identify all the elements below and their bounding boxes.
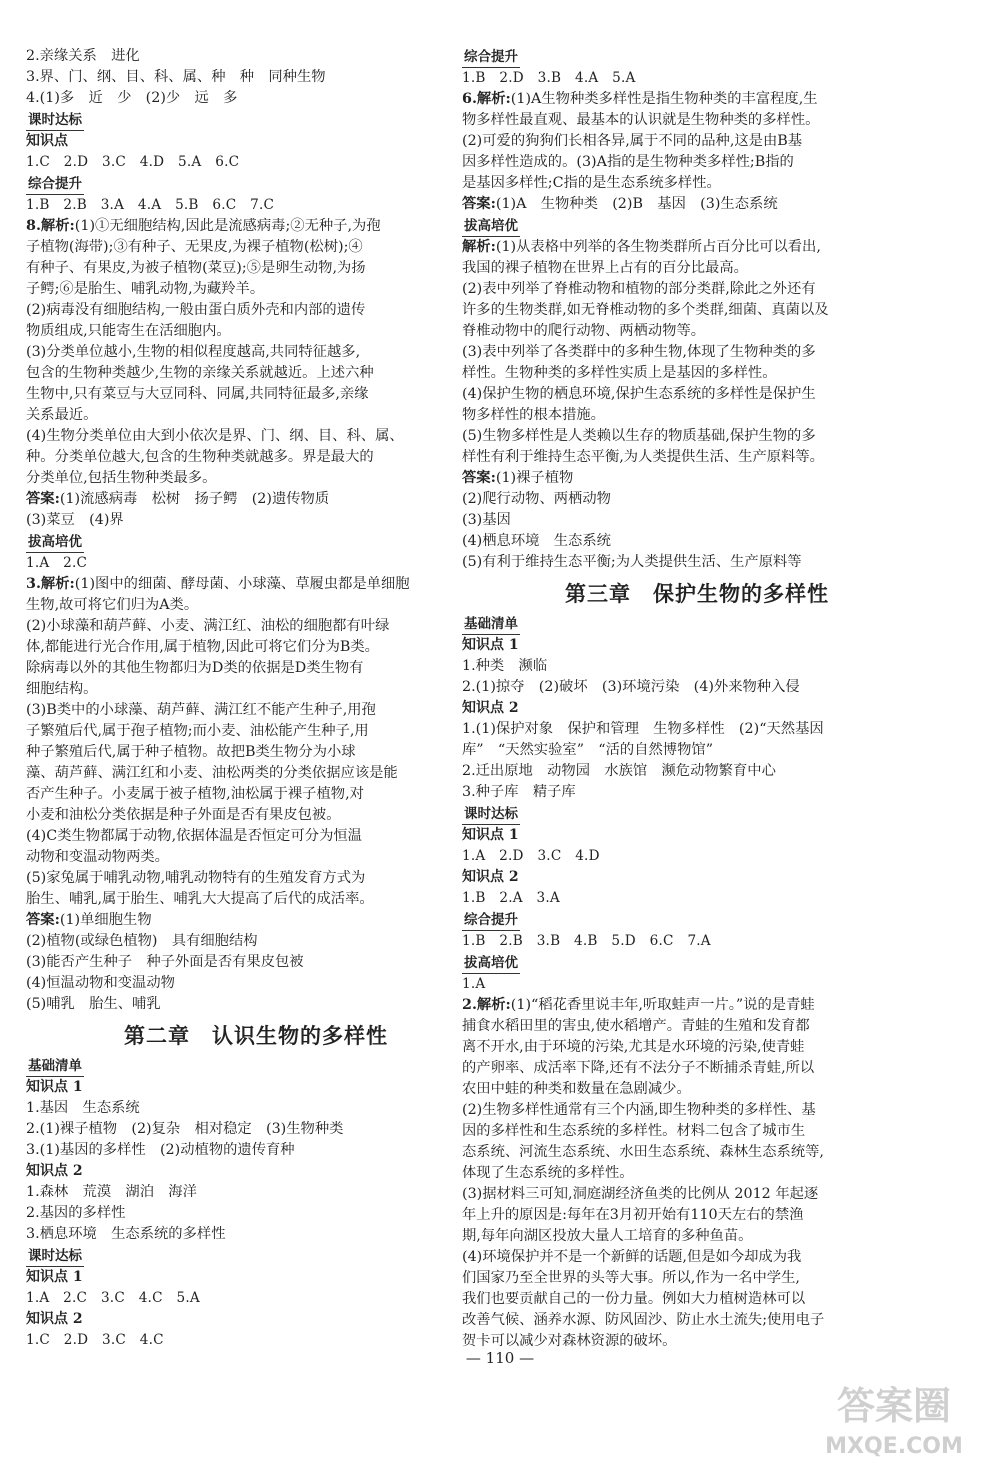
text-line: 3.种子库 精子库 bbox=[462, 784, 576, 800]
text-line: 农田中蛙的种类和数量在急剧减少。 bbox=[462, 1081, 691, 1097]
explanation-text: (1)“稻花香里说丰年,听取蛙声一片。”说的是青蛙 bbox=[510, 997, 815, 1013]
text-line: 否产生种子。小麦属于被子植物,油松属于裸子植物,对 bbox=[26, 786, 364, 802]
text-line: 年上升的原因是:每年在3月初开始有110天左右的禁渔 bbox=[462, 1207, 804, 1223]
text-line: 样性有利于维持生态平衡,为人类提供生活、生产原料等。 bbox=[462, 449, 824, 465]
explanation-line bbox=[462, 194, 932, 215]
text-line: 因的多样性和生态系统的多样性。材料二包含了城市生 bbox=[462, 1123, 806, 1139]
text-line: (5)有利于维持生态平衡;为人类提供生活、生产原料等 bbox=[462, 554, 802, 570]
text-line: (5)家兔属于哺乳动物,哺乳动物特有的生殖发育方式为 bbox=[26, 870, 366, 886]
text-line: 许多的生物类群,如无脊椎动物的多个类群,细菌、真菌以及 bbox=[462, 302, 829, 318]
text-line: (3)表中列举了各类群中的多种生物,体现了生物种类的多 bbox=[462, 344, 816, 360]
text-line: (4)生物分类单位由大到小依次是界、门、纲、目、科、属、 bbox=[26, 428, 404, 444]
text-line: (5)哺乳 胎生、哺乳 bbox=[26, 996, 161, 1012]
text-line: (2)可爱的狗狗们长相各异,属于不同的品种,这是由B基 bbox=[462, 133, 803, 149]
text-line: 有种子、有果皮,为被子植物(菜豆);⑤是卵生动物,为扬 bbox=[26, 260, 366, 276]
section-heading-row bbox=[26, 1245, 486, 1267]
text-line: (3)能否产生种子 种子外面是否有果皮包被 bbox=[26, 954, 304, 970]
text-line: (2)小球藻和葫芦藓、小麦、满江红、油松的细胞都有叶绿 bbox=[26, 618, 390, 634]
text-line: 1.基因 生态系统 bbox=[26, 1100, 140, 1116]
text-line: (2)表中列举了脊椎动物和植物的部分类群,除此之外还有 bbox=[462, 281, 816, 297]
chapter-title: 第二章 认识生物的多样性 bbox=[124, 1023, 388, 1048]
text-line: 种。分类单位越大,包含的生物种类就越多。界是最大的 bbox=[26, 449, 374, 465]
text-line: 动物和变温动物两类。 bbox=[26, 849, 169, 865]
text-line: 包含的生物种类越少,生物的亲缘关系就越近。上述六种 bbox=[26, 365, 374, 381]
right-column bbox=[462, 46, 932, 1352]
answer-key-line: 1.B 2.B 3.A 4.A 5.B 6.C 7.C bbox=[26, 197, 275, 213]
section-heading-row bbox=[462, 46, 932, 68]
text-line: 胎生、哺乳,属于胎生、哺乳大大提高了后代的成活率。 bbox=[26, 891, 374, 907]
text-line: 物多样性的根本措施。 bbox=[462, 407, 605, 423]
explanation-text: (1)流感病毒 松树 扬子鳄 (2)遗传物质 bbox=[59, 491, 330, 507]
section-heading-row bbox=[26, 109, 486, 131]
chapter-title: 第三章 保护生物的多样性 bbox=[565, 581, 829, 606]
explanation-tag: 2.解析: bbox=[462, 997, 511, 1013]
text-line: 种子繁殖后代,属于种子植物。故把B类生物分为小球 bbox=[26, 744, 356, 760]
explanation-line bbox=[462, 995, 932, 1016]
text-line: 2.基因的多样性 bbox=[26, 1205, 126, 1221]
explanation-text: (1)①无细胞结构,因此是流感病毒;②无种子,为孢 bbox=[74, 218, 381, 234]
text-line: 物质组成,只能寄生在活细胞内。 bbox=[26, 323, 231, 339]
text-line: 关系最近。 bbox=[26, 407, 98, 423]
text-line: 3.(1)基因的多样性 (2)动植物的遗传育种 bbox=[26, 1142, 295, 1158]
text-line: 1.森林 荒漠 湖泊 海洋 bbox=[26, 1184, 197, 1200]
section-heading-row bbox=[26, 531, 486, 553]
text-line: (4)环境保护并不是一个新鲜的话题,但是如今却成为我 bbox=[462, 1249, 802, 1265]
section-heading: 课时达标 bbox=[26, 110, 84, 131]
text-line: 2.(1)掠夺 (2)破坏 (3)环境污染 (4)外来物种入侵 bbox=[462, 679, 800, 695]
page-number: — 110 — bbox=[465, 1349, 535, 1367]
text-line: (3)分类单位越小,生物的相似程度越高,共同特征越多, bbox=[26, 344, 361, 360]
explanation-tag: 3.解析: bbox=[26, 576, 75, 592]
text-line: 生物,故可将它们归为A类。 bbox=[26, 597, 199, 613]
explanation-text: (1)从表格中列举的各生物类群所占百分比可以看出, bbox=[495, 239, 821, 255]
answer-key-line: 1.A 2.D 3.C 4.D bbox=[462, 848, 600, 864]
knowledge-point-label: 知识点 1 bbox=[26, 1079, 83, 1095]
text-line: (2)爬行动物、两栖动物 bbox=[462, 491, 611, 507]
explanation-text: (1)单细胞生物 bbox=[59, 912, 152, 928]
text-line: 2.亲缘关系 进化 bbox=[26, 48, 140, 64]
text-line: 分类单位,包括生物种类最多。 bbox=[26, 470, 217, 486]
explanation-line bbox=[26, 574, 486, 595]
text-line: 库” “天然实验室” “活的自然博物馆” bbox=[462, 742, 713, 758]
text-line: 贺卡可以减少对森林资源的破坏。 bbox=[462, 1333, 677, 1349]
section-heading-row bbox=[462, 952, 932, 974]
watermark-title: 答案圈 bbox=[836, 1384, 952, 1428]
text-line: 子植物(海带);③有种子、无果皮,为裸子植物(松树);④ bbox=[26, 239, 363, 255]
text-line: (3)据材料三可知,洞庭湖经济鱼类的比例从 2012 年起逐 bbox=[462, 1186, 819, 1202]
text-line: 的产卵率、成活率下降,还有不法分子不断捕杀青蛙,所以 bbox=[462, 1060, 815, 1076]
section-heading: 课时达标 bbox=[462, 804, 520, 825]
watermark-logo bbox=[802, 1371, 982, 1463]
answer-key-line: 1.B 2.B 3.B 4.B 5.D 6.C 7.A bbox=[462, 933, 711, 949]
text-line: 我国的裸子植物在世界上占有的百分比最高。 bbox=[462, 260, 748, 276]
explanation-line bbox=[462, 237, 932, 258]
explanation-tag: 8.解析: bbox=[26, 218, 75, 234]
knowledge-point-label: 知识点 1 bbox=[462, 827, 519, 843]
knowledge-point-label: 知识点 2 bbox=[26, 1163, 83, 1179]
knowledge-point-label: 知识点 1 bbox=[26, 1269, 83, 1285]
text-line: 样性。生物种类的多样性实质上是基因的多样性。 bbox=[462, 365, 777, 381]
text-line: 3.栖息环境 生态系统的多样性 bbox=[26, 1226, 226, 1242]
text-line: 子繁殖后代,属于孢子植物;而小麦、油松能产生种子,用 bbox=[26, 723, 369, 739]
text-line: 体,都能进行光合作用,属于植物,因此可将它们分为B类。 bbox=[26, 639, 379, 655]
section-heading: 基础清单 bbox=[26, 1056, 84, 1077]
text-line: 们国家乃至全世界的头等大事。所以,作为一名中学生, bbox=[462, 1270, 800, 1286]
explanation-tag: 答案: bbox=[26, 912, 60, 928]
section-heading: 拔高培优 bbox=[26, 532, 84, 553]
text-line: 生物中,只有菜豆与大豆同科、同属,共同特征最多,亲缘 bbox=[26, 386, 369, 402]
text-line: 2.(1)裸子植物 (2)复杂 相对稳定 (3)生物种类 bbox=[26, 1121, 344, 1137]
section-heading-row bbox=[462, 803, 932, 825]
text-line: (2)生物多样性通常有三个内涵,即生物种类的多样性、基 bbox=[462, 1102, 816, 1118]
section-heading: 综合提升 bbox=[26, 174, 84, 195]
explanation-tag: 答案: bbox=[462, 470, 496, 486]
explanation-line bbox=[462, 89, 932, 110]
text-line: 捕食水稻田里的害虫,使水稻增产。青蛙的生殖和发育都 bbox=[462, 1018, 810, 1034]
explanation-tag: 答案: bbox=[462, 196, 496, 212]
section-heading: 拔高培优 bbox=[462, 953, 520, 974]
text-line: 物多样性最直观、最基本的认识就是生物种类的多样性。 bbox=[462, 112, 820, 128]
explanation-tag: 答案: bbox=[26, 491, 60, 507]
knowledge-point-label: 知识点 2 bbox=[462, 700, 519, 716]
text-line: 小麦和油松分类依据是种子外面是否有果皮包被。 bbox=[26, 807, 341, 823]
section-heading: 综合提升 bbox=[462, 47, 520, 68]
section-heading-row bbox=[462, 215, 932, 237]
answer-key-line: 1.A bbox=[462, 976, 486, 992]
text-line: 1.(1)保护对象 保护和管理 生物多样性 (2)“天然基因 bbox=[462, 721, 824, 737]
section-heading-row bbox=[462, 909, 932, 931]
section-heading-row bbox=[26, 173, 486, 195]
text-line: 体现了生态系统的多样性。 bbox=[462, 1165, 634, 1181]
text-line: (3)菜豆 (4)界 bbox=[26, 512, 124, 528]
answer-key-line: 1.A 2.C 3.C 4.C 5.A bbox=[26, 1290, 200, 1306]
text-line: (4)C类生物都属于动物,依据体温是否恒定可分为恒温 bbox=[26, 828, 362, 844]
text-line: 细胞结构。 bbox=[26, 681, 98, 697]
explanation-text: (1)图中的细菌、酵母菌、小球藻、草履虫都是单细胞 bbox=[74, 576, 410, 592]
text-line: (5)生物多样性是人类赖以生存的物质基础,保护生物的多 bbox=[462, 428, 816, 444]
text-line: 因多样性造成的。(3)A指的是生物种类多样性;B指的 bbox=[462, 154, 794, 170]
text-line: (2)病毒没有细胞结构,一般由蛋白质外壳和内部的遗传 bbox=[26, 302, 366, 318]
explanation-line bbox=[26, 489, 486, 510]
text-line: 藻、葫芦藓、满江红和小麦、油松两类的分类依据应该是能 bbox=[26, 765, 398, 781]
text-line: 期,每年向湖区投放大量人工培育的多种鱼苗。 bbox=[462, 1228, 753, 1244]
text-line: 2.迁出原地 动物园 水族馆 濒危动物繁育中心 bbox=[462, 763, 776, 779]
text-line: (4)栖息环境 生态系统 bbox=[462, 533, 611, 549]
text-line: 脊椎动物中的爬行动物、两栖动物等。 bbox=[462, 323, 706, 339]
text-line: 改善气候、涵养水源、防风固沙、防止水土流失;使用电子 bbox=[462, 1312, 825, 1328]
text-line: 我们也要贡献自己的一份力量。例如大力植树造林可以 bbox=[462, 1291, 806, 1307]
answer-key-line: 1.C 2.D 3.C 4.D 5.A 6.C bbox=[26, 154, 240, 170]
text-line: (4)保护生物的栖息环境,保护生态系统的多样性是保护生 bbox=[462, 386, 816, 402]
explanation-line bbox=[462, 468, 932, 489]
text-line: 子鳄;⑥是胎生、哺乳动物,为藏羚羊。 bbox=[26, 281, 265, 297]
text-line: 是基因多样性;C指的是生态系统多样性。 bbox=[462, 175, 721, 191]
text-line: (2)植物(或绿色植物) 具有细胞结构 bbox=[26, 933, 258, 949]
text-line: 离不开水,由于环境的污染,尤其是水环境的污染,使青蛙 bbox=[462, 1039, 805, 1055]
answer-key-line: 1.B 2.A 3.A bbox=[462, 890, 560, 906]
explanation-text: (1)A 生物种类 (2)B 基因 (3)生态系统 bbox=[495, 196, 778, 212]
section-heading: 拔高培优 bbox=[462, 216, 520, 237]
knowledge-point-label: 知识点 1 bbox=[462, 637, 519, 653]
answer-key-line: 1.C 2.D 3.C 4.C bbox=[26, 1332, 164, 1348]
explanation-text: (1)裸子植物 bbox=[495, 470, 574, 486]
watermark-url: MXQE.COM bbox=[825, 1434, 963, 1459]
explanation-tag: 6.解析: bbox=[462, 91, 511, 107]
text-line: (3)B类中的小球藻、葫芦藓、满江红不能产生种子,用孢 bbox=[26, 702, 376, 718]
knowledge-point-label: 知识点 bbox=[26, 133, 68, 149]
section-heading-row bbox=[462, 613, 932, 635]
text-line: 1.种类 濒临 bbox=[462, 658, 548, 674]
left-column bbox=[26, 46, 486, 1351]
answer-key-line: 1.A 2.C bbox=[26, 555, 88, 571]
text-line: (4)恒温动物和变温动物 bbox=[26, 975, 175, 991]
text-line: (3)基因 bbox=[462, 512, 511, 528]
text-line: 态系统、河流生态系统、水田生态系统、森林生态系统等, bbox=[462, 1144, 824, 1160]
knowledge-point-label: 知识点 2 bbox=[462, 869, 519, 885]
explanation-tag: 解析: bbox=[462, 239, 496, 255]
section-heading: 综合提升 bbox=[462, 910, 520, 931]
answer-key-line: 1.B 2.D 3.B 4.A 5.A bbox=[462, 70, 636, 86]
explanation-line bbox=[26, 910, 486, 931]
section-heading: 课时达标 bbox=[26, 1246, 84, 1267]
text-line: 4.(1)多 近 少 (2)少 远 多 bbox=[26, 90, 238, 106]
section-heading-row bbox=[26, 1055, 486, 1077]
text-line: 除病毒以外的其他生物都归为D类的依据是D类生物有 bbox=[26, 660, 364, 676]
text-line: 3.界、门、纲、目、科、属、种 种 同种生物 bbox=[26, 69, 326, 85]
explanation-line bbox=[26, 216, 486, 237]
knowledge-point-label: 知识点 2 bbox=[26, 1311, 83, 1327]
section-heading: 基础清单 bbox=[462, 614, 520, 635]
explanation-text: (1)A生物种类多样性是指生物种类的丰富程度,生 bbox=[510, 91, 818, 107]
